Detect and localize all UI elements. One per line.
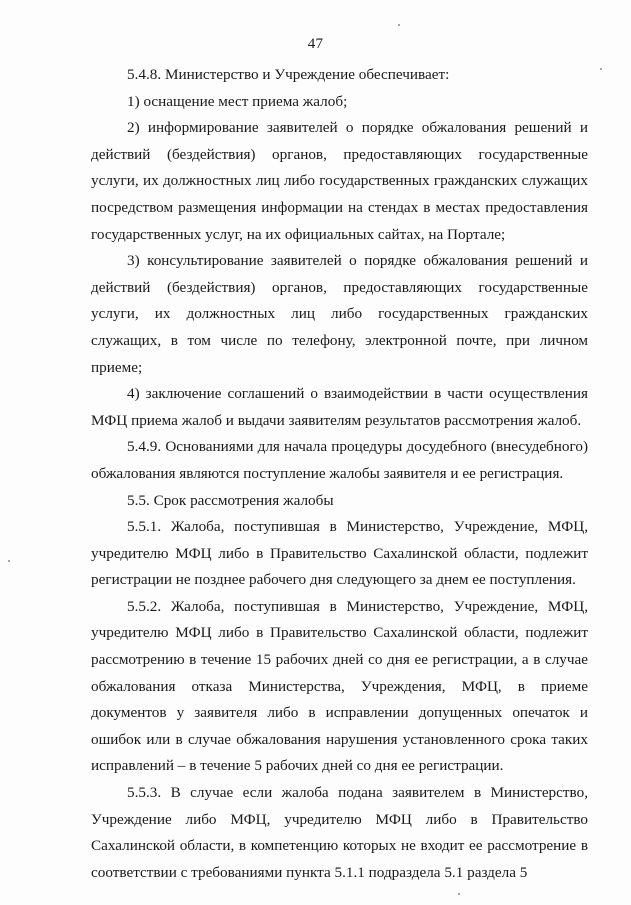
- scan-speck: [398, 24, 400, 26]
- paragraph-5-5-3: 5.5.3. В случае если жалоба подана заявителем в Министерство, Учреждение либо МФЦ, учредителю МФЦ либо в Правительство Сахалинской области, в компетенцию которых не входит ее рассмотрение в соответствии с требованиями пункта 5.1.1 подраздела 5.1 раздела 5: [91, 784, 588, 881]
- document-body: [91, 62, 588, 886]
- scan-speck: [8, 560, 10, 562]
- paragraph-item-2: 2) информирование заявителей о порядке обжалования решений и действий (бездействия) органов, предоставляющих государственные услуги, их должностных лиц либо государственных гражданских служащих посредством размещения информации на стендах в местах предоставления государственных услуг, на их официальных сайтах, на Портале;: [91, 119, 588, 243]
- paragraph-5-4-9: 5.4.9. Основаниями для начала процедуры досудебного (внесудебного) обжалования являются поступление жалобы заявителя и ее регистрация.: [91, 438, 588, 482]
- scan-speck: [600, 68, 602, 70]
- paragraph-5-5-2: 5.5.2. Жалоба, поступившая в Министерство, Учреждение, МФЦ, учредителю МФЦ либо в Правительство Сахалинской области, подлежит рассмотрению в течение 15 рабочих дней со дня ее регистрации, а в случае обжалования отказа Министерства, Учреждения, МФЦ, в приеме документов у заявителя либо в исправлении допущенных опечаток и ошибок или в случае обжалования нарушения установленного срока таких исправлений – в течение 5 рабочих дней со дня ее регистрации.: [91, 597, 588, 775]
- paragraph-5-4-8: 5.4.8. Министерство и Учреждение обеспечивает:: [127, 66, 450, 83]
- paragraph-item-1: 1) оснащение мест приема жалоб;: [127, 92, 348, 110]
- page-number: 47: [307, 36, 324, 52]
- section-heading-5-5: 5.5. Срок рассмотрения жалобы: [127, 491, 334, 509]
- scan-speck: [458, 893, 460, 895]
- paragraph-5-5-1: 5.5.1. Жалоба, поступившая в Министерство, Учреждение, МФЦ, учредителю МФЦ либо в Правительство Сахалинской области, подлежит регистрации не позднее рабочего дня следующего за днем ее поступления.: [91, 518, 588, 589]
- paragraph-item-3: 3) консультирование заявителей о порядке обжалования решений и действий (бездействия) органов, предоставляющих государственные услуги, их должностных лиц либо государственных гражданских служащих, в том числе по телефону, электронной почте, при личном приеме;: [91, 252, 588, 376]
- paragraph-item-4: 4) заключение соглашений о взаимодействии в части осуществления МФЦ приема жалоб и выдачи заявителям результатов рассмотрения жалоб.: [91, 385, 588, 429]
